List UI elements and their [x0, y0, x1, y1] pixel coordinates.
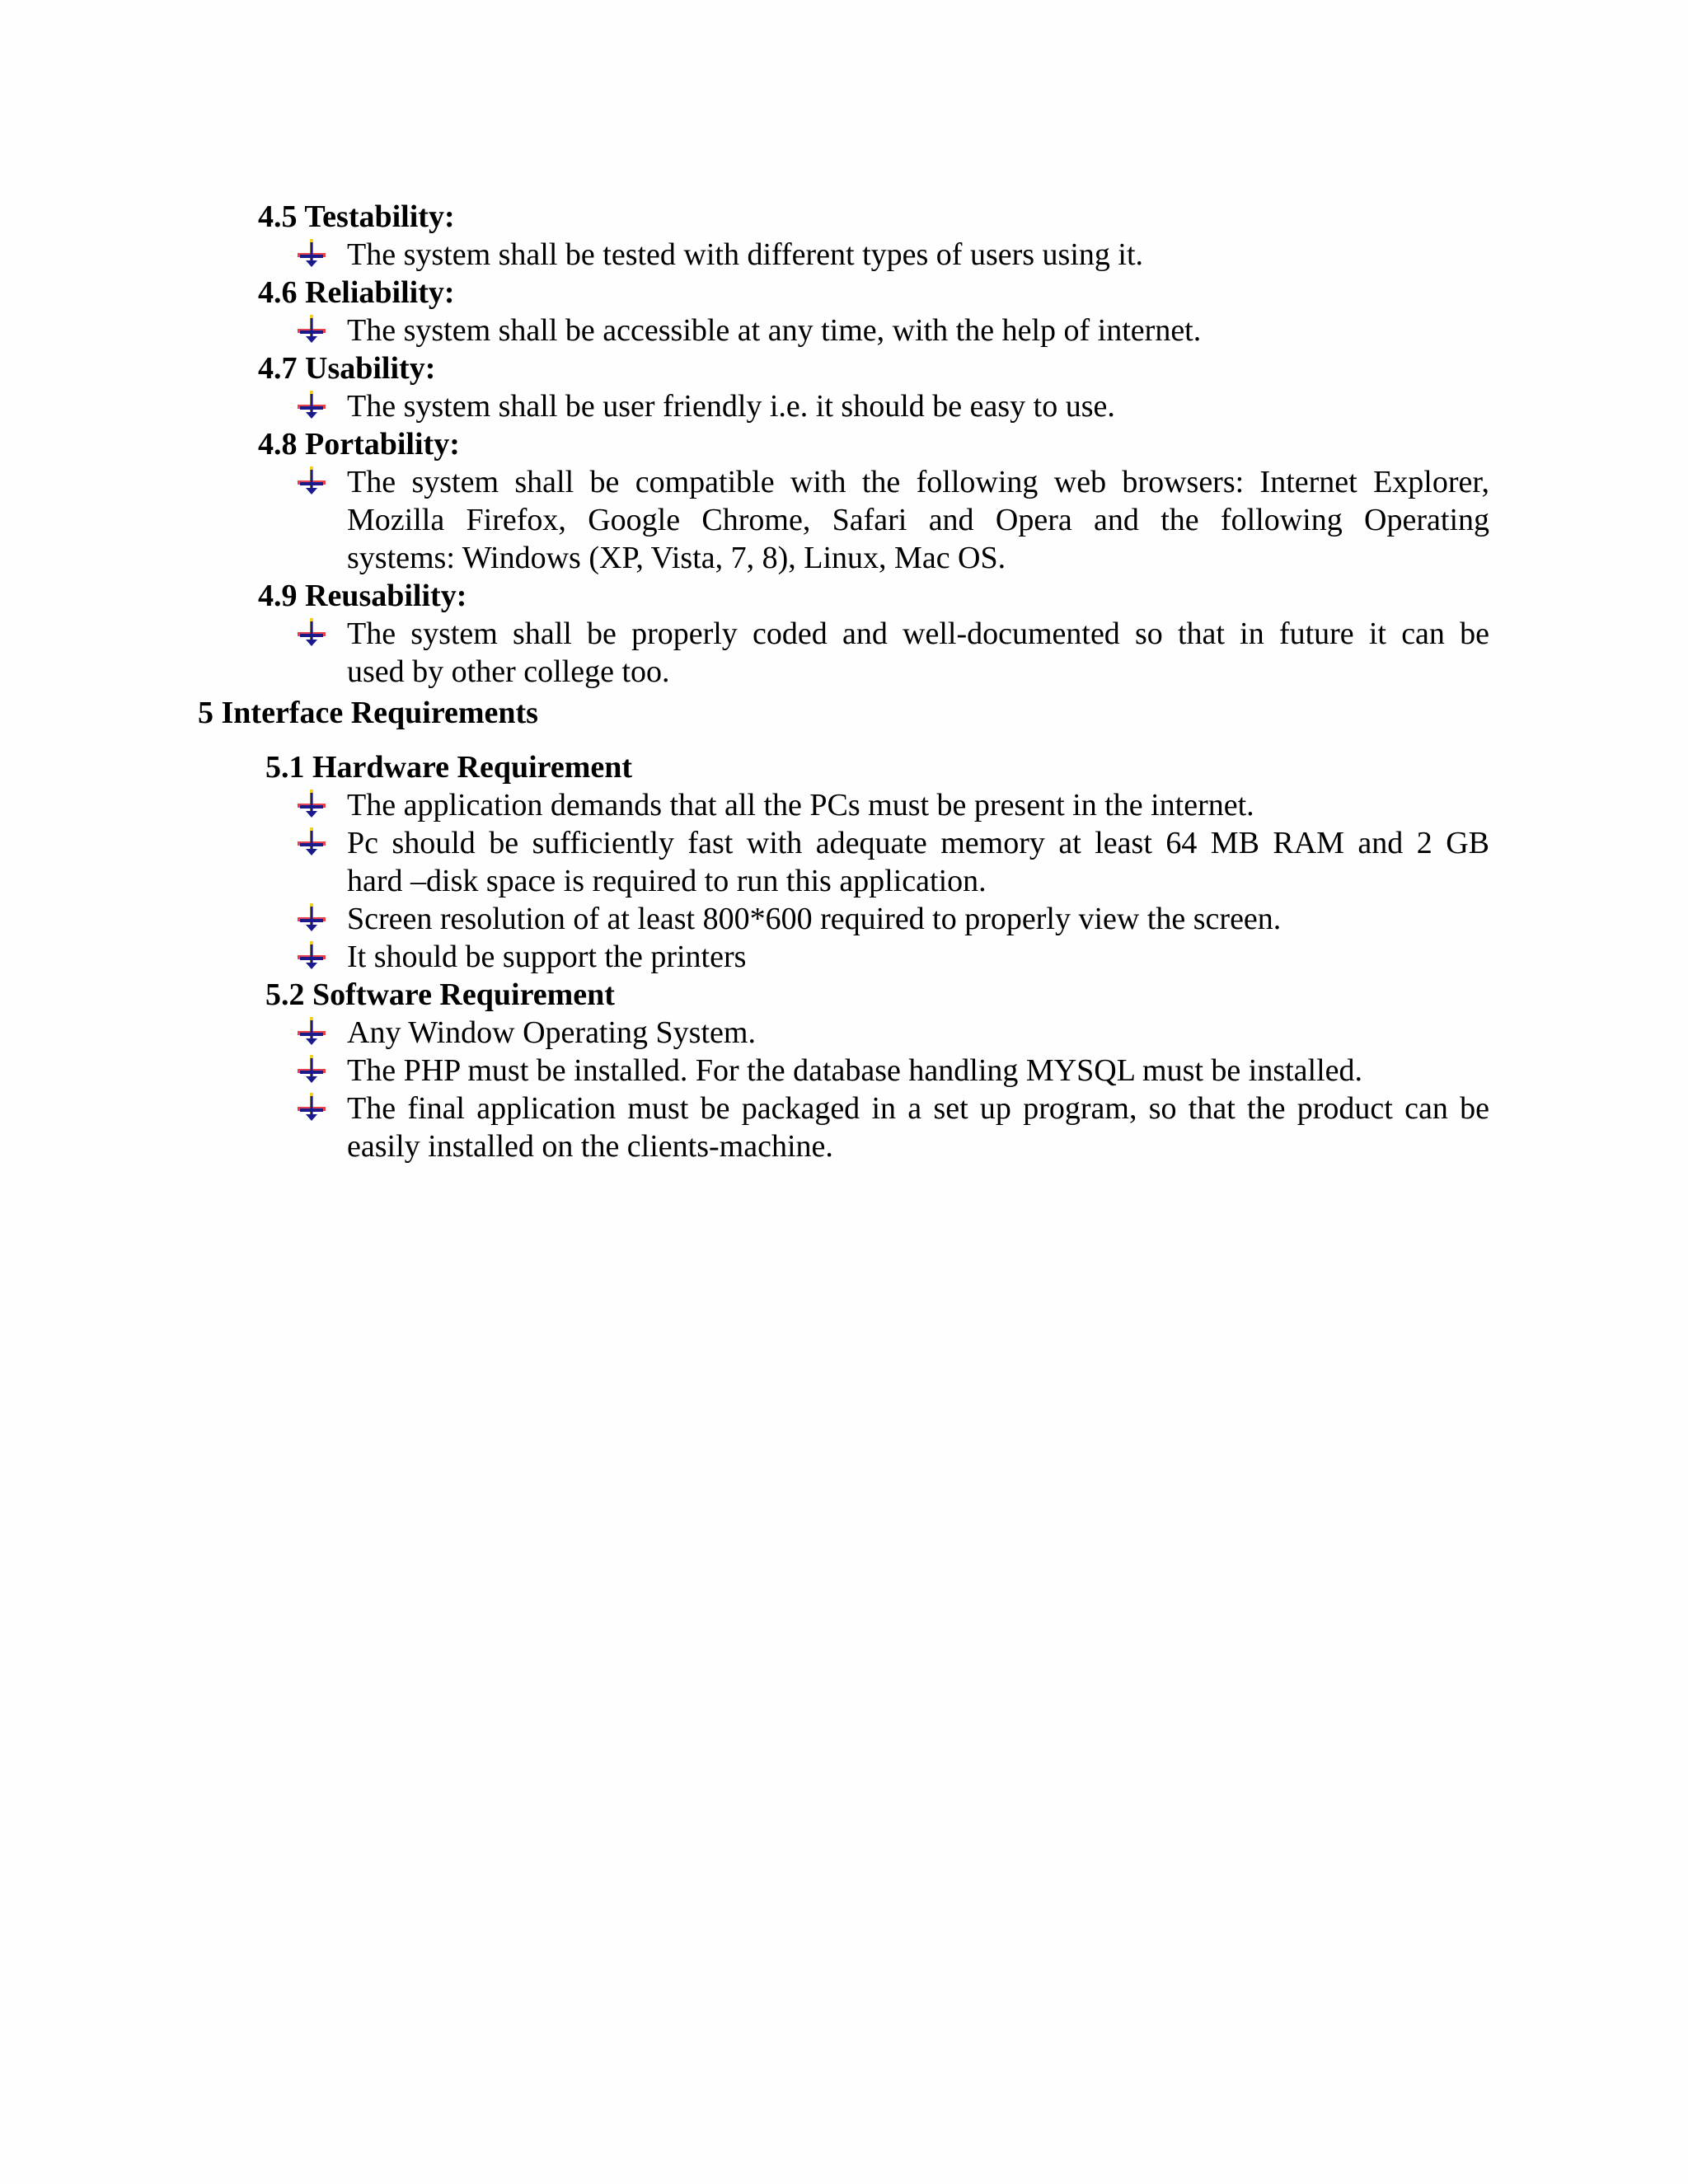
list-item-line: Screen resolution of at least 800*600 required to properly view the screen. [347, 902, 1282, 936]
section-heading-testability: 4.5 Testability: [258, 199, 455, 234]
list-item-line: easily installed on the clients-machine. [347, 1129, 833, 1164]
arrow-down-plus-icon [298, 618, 326, 646]
list-item-line: Mozilla Firefox, Google Chrome, Safari and Opera and the following Operating [347, 503, 1489, 537]
subsection-heading-software: 5.2 Software Requirement [265, 977, 615, 1012]
arrow-down-plus-icon [298, 315, 326, 343]
list-item-line: The final application must be packaged in a set up program, so that the product can be [347, 1091, 1489, 1126]
section-heading-reusability: 4.9 Reusability: [258, 579, 467, 613]
list-item-line: The system shall be compatible with the following web browsers: Internet Explorer, [347, 465, 1489, 499]
arrow-down-plus-icon [298, 1017, 326, 1045]
section-heading-interface-requirements: 5 Interface Requirements [198, 696, 538, 730]
list-item-line: The system shall be properly coded and well-documented so that in future it can be [347, 616, 1489, 651]
arrow-down-plus-icon [298, 1055, 326, 1083]
list-item-line: Pc should be sufficiently fast with adequate memory at least 64 MB RAM and 2 GB [347, 826, 1489, 860]
list-item-line: The application demands that all the PCs must be present in the internet. [347, 788, 1254, 823]
list-item-line: The system shall be user friendly i.e. it should be easy to use. [347, 389, 1115, 424]
list-item-line: It should be support the printers [347, 940, 747, 974]
section-heading-portability: 4.8 Portability: [258, 427, 460, 462]
list-item-line: The system shall be tested with different types of users using it. [347, 237, 1144, 272]
section-heading-usability: 4.7 Usability: [258, 351, 436, 386]
list-item-line: The PHP must be installed. For the database handling MYSQL must be installed. [347, 1053, 1363, 1088]
list-item-line: Any Window Operating System. [347, 1015, 756, 1050]
list-item-line: The system shall be accessible at any time, with the help of internet. [347, 313, 1202, 348]
arrow-down-plus-icon [298, 790, 326, 818]
list-item-line: systems: Windows (XP, Vista, 7, 8), Linux, Mac OS. [347, 541, 1006, 575]
arrow-down-plus-icon [298, 466, 326, 494]
arrow-down-plus-icon [298, 941, 326, 969]
arrow-down-plus-icon [298, 1093, 326, 1121]
arrow-down-plus-icon [298, 239, 326, 267]
arrow-down-plus-icon [298, 827, 326, 855]
list-item-line: hard –disk space is required to run this application. [347, 864, 987, 898]
subsection-heading-hardware: 5.1 Hardware Requirement [265, 750, 633, 785]
section-heading-reliability: 4.6 Reliability: [258, 275, 455, 310]
arrow-down-plus-icon [298, 903, 326, 931]
list-item-line: used by other college too. [347, 654, 670, 689]
arrow-down-plus-icon [298, 391, 326, 419]
